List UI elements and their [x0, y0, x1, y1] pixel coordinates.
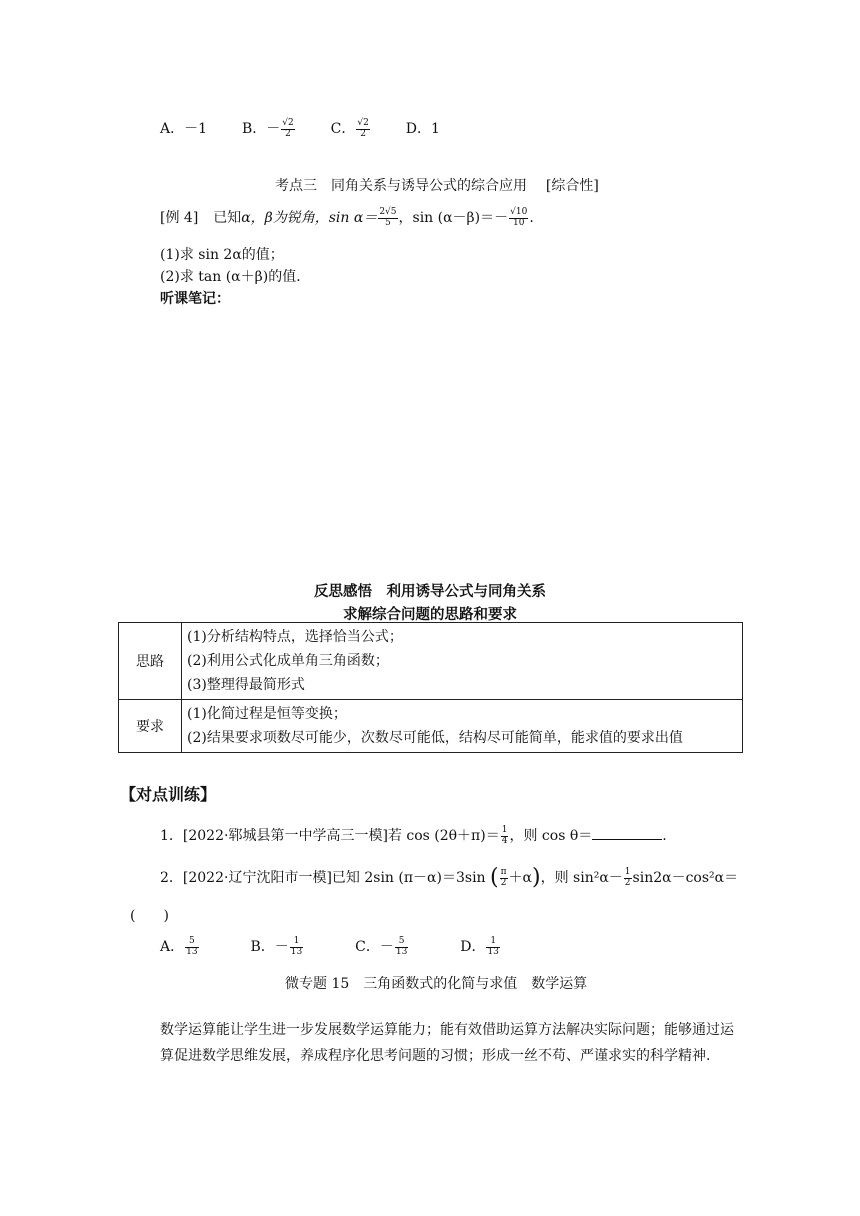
- q2-option-d[interactable]: D． $\frac{1}{13}$: [460, 936, 499, 957]
- prev-question-options: [160, 118, 440, 139]
- option-c-fraction: $\frac{√2}{2}$: [357, 118, 369, 139]
- option-b-fraction: $\frac{√2}{2}$: [282, 118, 294, 139]
- example-text-1: 已知: [213, 210, 242, 226]
- requirement-line-1: (1)化简过程是恒等变换；: [187, 706, 347, 722]
- q2-pi-over-2: $\frac{\pi}{2}$: [500, 867, 507, 888]
- practice-heading: 【对点训练】: [120, 785, 217, 804]
- practice-question-2: 2．[2022·辽宁沈阳市一模]已知 2sin (π－α)＝3sin ( $\frac{\pi}{2}$ ＋α)，则 sin²α－ $\frac{1}{2}$ sin2α－cos²α＝: [160, 865, 739, 890]
- micro-topic-paragraph: 数学运算能让学生进一步发展数学运算能力；能有效借助运算方法解决实际问题；能够通过运算促进数学思维发展，养成程序化思考问题的习惯；形成一丝不苟、严谨求实的科学精神.: [160, 1022, 734, 1064]
- sin-alpha-fraction: $\frac{2√5}{5}$: [379, 207, 397, 228]
- option-c-label: C．: [330, 121, 356, 137]
- sin-diff-fraction: $\frac{√10}{10}$: [510, 207, 528, 228]
- row-body-requirements: [182, 700, 743, 753]
- example-text-2: α，β为锐角，sin α＝: [241, 210, 378, 226]
- example-part-1: (1)求 sin 2α的值；: [160, 247, 284, 263]
- example-4-statement: [160, 207, 534, 228]
- option-d-label: D．: [405, 121, 431, 137]
- option-b-label: B．: [241, 121, 267, 137]
- q1-prefix: 1．[2022·郓城县第一中学高三一模]若 cos (2θ＋π)＝: [160, 828, 500, 844]
- option-a-label: A．: [160, 121, 185, 137]
- example-part-2: (2)求 tan (α＋β)的值．: [160, 269, 311, 285]
- reflection-table: [118, 622, 743, 753]
- q1-fraction: $\frac{1}{4}$: [501, 825, 508, 846]
- practice-question-1: [160, 825, 667, 846]
- q1-mid: ，则 cos θ＝: [509, 828, 593, 844]
- thinking-line-1: (1)分析结构特点，选择恰当公式；: [187, 629, 403, 645]
- reflection-title-1: 反思感悟 利用诱导公式与同角关系: [314, 584, 546, 600]
- q2-answer-paren[interactable]: ( ): [130, 908, 169, 924]
- option-d-value: 1: [430, 121, 440, 137]
- row-head-thinking: 思路: [119, 623, 182, 700]
- section-title: [275, 175, 599, 195]
- section-title-text: 考点三 同角关系与诱导公式的综合应用: [275, 178, 527, 194]
- q2-inner-rest: ＋α: [508, 870, 532, 886]
- q2-options: [160, 936, 501, 957]
- q2-tail: sin2α－cos²α＝: [632, 870, 739, 886]
- example-text-3: ，sin (α－β)＝－: [398, 210, 509, 226]
- q2-mid: ，则 sin²α－: [540, 870, 623, 886]
- notes-label: 听课笔记：: [160, 291, 230, 307]
- q2-option-c[interactable]: C．－ $\frac{5}{13}$: [355, 936, 408, 957]
- example-label: [例 4]: [160, 210, 199, 226]
- micro-topic-title: 微专题 15 三角函数式的化简与求值 数学运算: [285, 976, 588, 992]
- option-b-sign: －: [266, 121, 281, 137]
- example-text-4: .: [529, 210, 534, 226]
- thinking-line-3: (3)整理得最简形式: [187, 677, 305, 693]
- q2-option-a[interactable]: A． $\frac{5}{13}$: [160, 936, 198, 957]
- reflection-title-2: 求解综合问题的思路和要求: [343, 607, 517, 623]
- requirement-line-2: (2)结果要求项数尽可能少，次数尽可能低，结构尽可能简单，能求值的要求出值: [187, 730, 683, 746]
- row-head-requirements: 要求: [119, 700, 182, 753]
- table-row: [119, 623, 743, 700]
- q2-prefix: 2．[2022·辽宁沈阳市一模]已知 2sin (π－α)＝3sin: [160, 870, 486, 886]
- option-a-value: －1: [184, 121, 208, 137]
- q2-half: $\frac{1}{2}$: [624, 867, 631, 888]
- row-body-thinking: [182, 623, 743, 700]
- thinking-line-2: (2)利用公式化成单角三角函数；: [187, 653, 389, 669]
- section-tag: [综合性]: [545, 178, 599, 194]
- q1-answer-blank[interactable]: [592, 827, 662, 840]
- q1-suffix: .: [662, 828, 667, 844]
- q2-option-b[interactable]: B．－ $\frac{1}{13}$: [250, 936, 303, 957]
- table-row: [119, 700, 743, 753]
